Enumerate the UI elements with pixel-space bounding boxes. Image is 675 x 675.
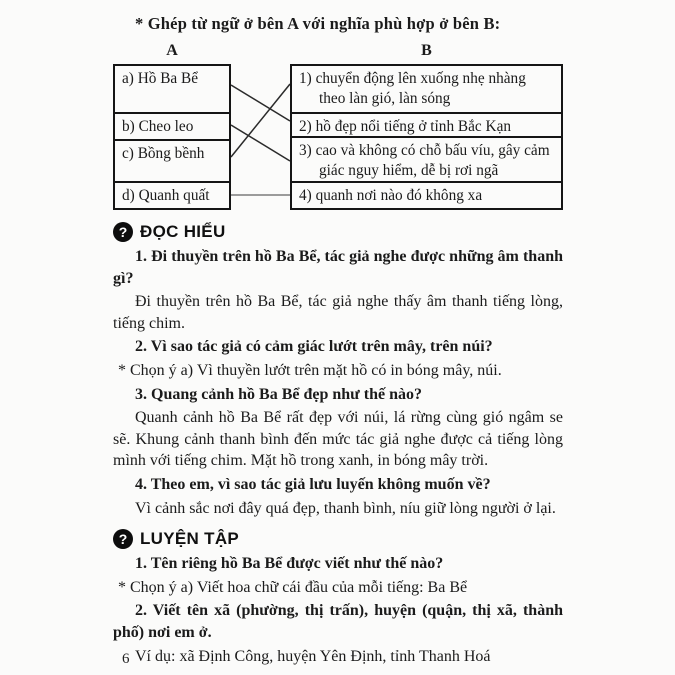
- connector-c-1: [231, 84, 290, 157]
- exercise-title: * Ghép từ ngữ ở bên A với nghĩa phù hợp ở bên B:: [135, 14, 501, 33]
- question: 1. Đi thuyền trên hồ Ba Bể, tác giả nghe được những âm thanh gì?: [113, 248, 563, 287]
- table-row: a) Hồ Ba Bể: [122, 70, 199, 87]
- question: 3. Quang cảnh hồ Ba Bể đẹp như thế nào?: [135, 385, 423, 403]
- answer: Quanh cảnh hồ Ba Bể rất đẹp với núi, lá rừng cùng gió ngâm se sẽ. Khung cảnh thanh bình đến mức tác giả nghe được cả tiếng lòng mình với tiếng chim. Mặt hồ trong xanh, in bóng mây trời.: [113, 409, 563, 470]
- table-row: 4) quanh nơi nào đó không xa: [292, 181, 561, 208]
- question: 2. Vì sao tác giả có cảm giác lướt trên mây, trên núi?: [135, 338, 493, 356]
- answer: * Chọn ý a) Vì thuyền lướt trên mặt hồ có in bóng mây, núi.: [118, 361, 502, 379]
- answer: * Chọn ý a) Viết hoa chữ cái đầu của mỗi tiếng: Ba Bể: [118, 578, 468, 596]
- section-title: LUYỆN TẬP: [140, 529, 240, 549]
- column-a-table: [113, 64, 231, 210]
- section-luyen-tap: [113, 529, 563, 549]
- table-row: 1) chuyển động lên xuống nhẹ nhàng theo làn gió, làn sóng: [299, 70, 526, 107]
- table-row: d) Quanh quất: [115, 181, 229, 208]
- question: 4. Theo em, vì sao tác giả lưu luyến không muốn về?: [135, 475, 491, 493]
- page-number: 6: [122, 651, 130, 667]
- table-row: b) Cheo leo: [115, 112, 229, 139]
- answer: Vì cảnh sắc nơi đây quá đẹp, thanh bình, níu giữ lòng người ở lại.: [135, 499, 556, 517]
- matching-connector-lines: [231, 64, 290, 210]
- section-title: ĐỌC HIỂU: [140, 222, 226, 241]
- column-b-table: [290, 64, 563, 210]
- question-circle-icon: ?: [113, 222, 133, 242]
- matching-exercise: [113, 42, 563, 212]
- question: 1. Tên riêng hồ Ba Bể được viết như thế nào?: [135, 555, 444, 573]
- answer: Ví dụ: xã Định Công, huyện Yên Định, tỉnh Thanh Hoá: [135, 647, 491, 665]
- table-row: 3) cao và không có chỗ bấu víu, gây cảm giác nguy hiểm, dễ bị rơi ngã: [292, 136, 561, 181]
- section-doc-hieu: [113, 222, 563, 242]
- column-b-header: B: [421, 42, 432, 59]
- connector-b-3: [231, 125, 290, 161]
- table-row: 2) hồ đẹp nổi tiếng ở tỉnh Bắc Kạn: [292, 112, 561, 136]
- connector-a-2: [231, 85, 290, 121]
- column-a-header: A: [166, 42, 178, 59]
- answer: Đi thuyền trên hồ Ba Bể, tác giả nghe thấy âm thanh tiếng lòng, tiếng chim.: [113, 293, 563, 332]
- question: 2. Viết tên xã (phường, thị trấn), huyện (quận, thị xã, thành phố) nơi em ở.: [113, 602, 563, 641]
- question-circle-icon: ?: [113, 529, 133, 549]
- table-row: c) Bồng bềnh: [115, 139, 229, 181]
